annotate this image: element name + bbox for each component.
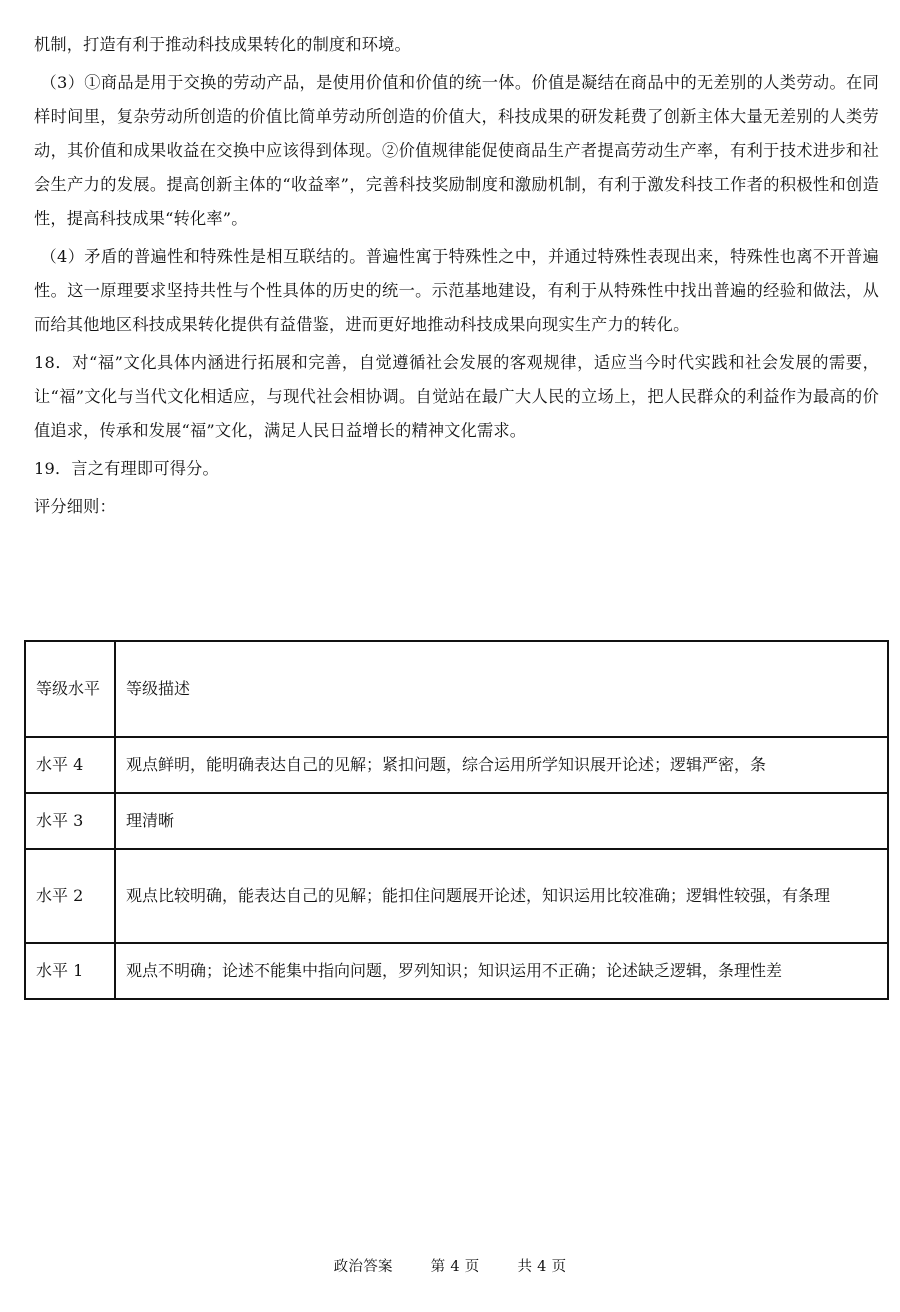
description-cell: 观点鲜明，能明确表达自己的见解；紧扣问题，综合运用所学知识展开论述；逻辑严密，条 [115, 737, 888, 793]
header-level-cell: 等级水平 [25, 641, 115, 737]
table-row [25, 793, 888, 849]
footer-subject: 政治答案 [333, 1259, 393, 1275]
footer-page-number: 第 4 页 [430, 1259, 480, 1275]
level-cell: 水平 4 [25, 737, 115, 793]
level-cell: 水平 3 [25, 793, 115, 849]
paragraph-item-4: （4）矛盾的普遍性和特殊性是相互联结的。普遍性寓于特殊性之中，并通过特殊性表现出来，特殊性也离不开普遍性。这一原理要求坚持共性与个性具体的历史的统一。示范基地建设，有利于从特殊性中找出普遍的经验和做法，从而给其他地区科技成果转化提供有益借鉴，进而更好地推动科技成果向现实生产力的转化。 [34, 247, 879, 334]
table-row [25, 943, 888, 999]
table-header-row [25, 641, 888, 737]
level-cell: 水平 2 [25, 849, 115, 943]
paragraph-item-3: （3）①商品是用于交换的劳动产品，是使用价值和价值的统一体。价值是凝结在商品中的无差别的人类劳动。在同样时间里，复杂劳动所创造的价值比简单劳动所创造的价值大，科技成果的研发耗费了创新主体大量无差别的人类劳动，其价值和成果收益在交换中应该得到体现。②价值规律能促使商品生产者提高劳动生产率，有利于技术进步和社会生产力的发展。提高创新主体的“收益率”，完善科技奖励制度和激励机制，有利于激发科技工作者的积极性和创造性，提高科技成果“转化率”。 [34, 73, 879, 228]
paragraph-question-19: 19．言之有理即可得分。 [34, 459, 219, 478]
header-description-cell: 等级描述 [115, 641, 888, 737]
footer-total-pages: 共 4 页 [517, 1259, 567, 1275]
paragraph-question-18: 18．对“福”文化具体内涵进行拓展和完善，自觉遵循社会发展的客观规律，适应当今时代实践和社会发展的需要，让“福”文化与当代文化相适应，与现代社会相协调。自觉站在最广大人民的立场上，把人民群众的利益作为最高的价值追求，传承和发展“福”文化，满足人民日益增长的精神文化需求。 [34, 353, 879, 440]
page-footer [0, 1255, 900, 1276]
paragraph-continuation: 机制，打造有利于推动科技成果转化的制度和环境。 [34, 35, 411, 54]
answer-body [34, 28, 879, 524]
grading-table [24, 640, 889, 1000]
table-row [25, 737, 888, 793]
description-cell: 观点不明确；论述不能集中指向问题，罗列知识；知识运用不正确；论述缺乏逻辑，条理性差 [115, 943, 888, 999]
description-cell: 理清晰 [115, 793, 888, 849]
level-cell: 水平 1 [25, 943, 115, 999]
table-row [25, 849, 888, 943]
description-cell: 观点比较明确，能表达自己的见解；能扣住问题展开论述，知识运用比较准确；逻辑性较强，有条理 [115, 849, 888, 943]
grading-heading: 评分细则： [34, 497, 116, 516]
